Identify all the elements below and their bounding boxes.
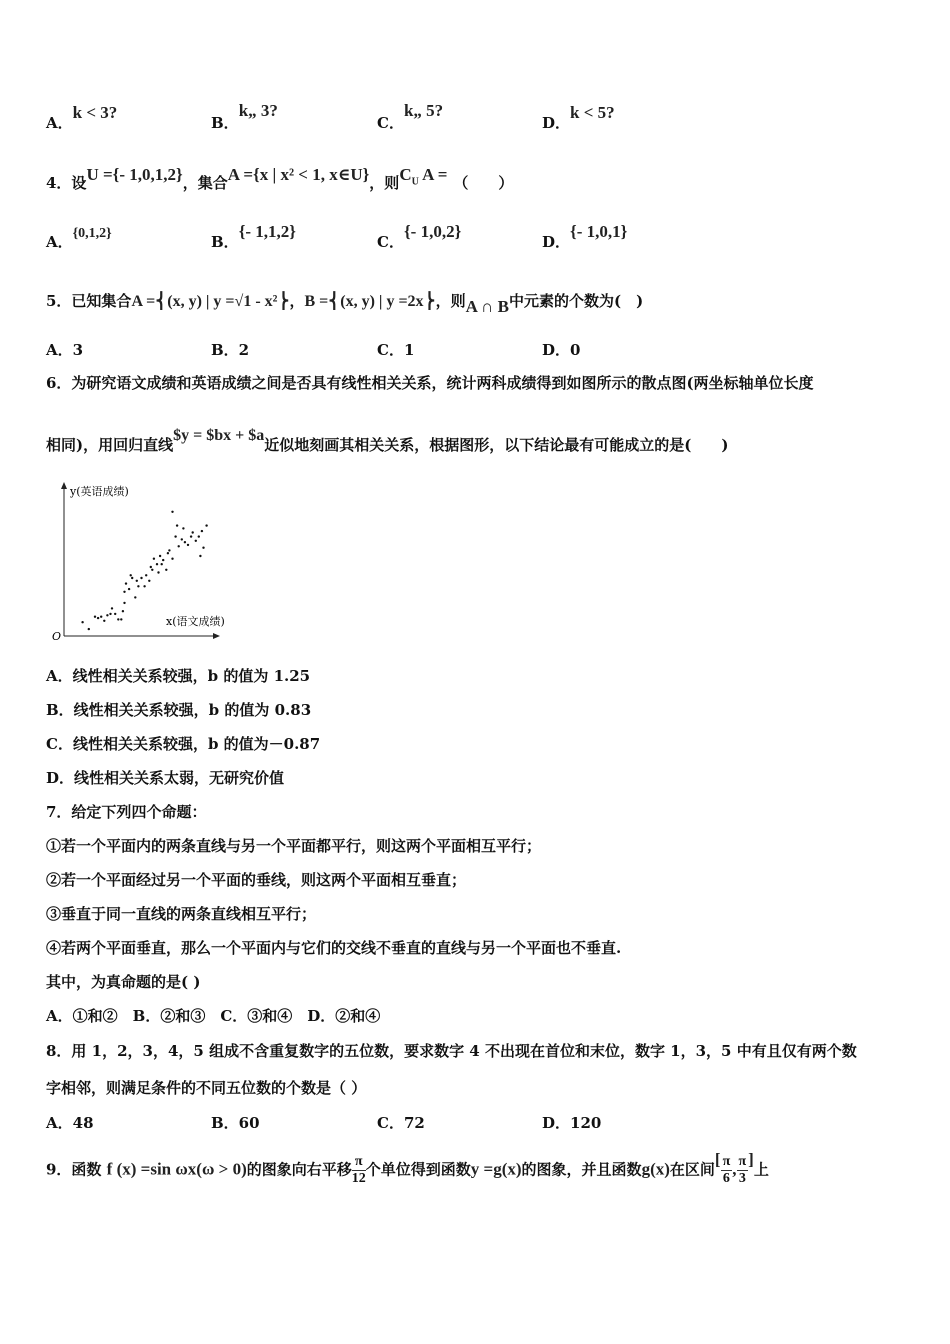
scatter-point	[136, 580, 138, 582]
scatter-point	[182, 527, 184, 529]
y-axis-label: y(英语成绩)	[70, 485, 129, 498]
q4-option-a: A．{0,1,2}	[46, 226, 112, 251]
scatter-point	[171, 511, 173, 513]
scatter-point	[148, 580, 150, 582]
q7-title: 7．给定下列四个命题：	[46, 803, 207, 821]
scatter-point	[111, 607, 113, 609]
scatter-point	[137, 585, 139, 587]
scatter-point	[94, 616, 96, 618]
scatter-point	[156, 563, 158, 565]
scatter-point	[159, 555, 161, 557]
scatter-point	[125, 582, 127, 584]
scatter-point	[106, 614, 108, 616]
scatter-point	[97, 617, 99, 619]
scatter-point	[145, 574, 147, 576]
scatter-point	[171, 558, 173, 560]
scatter-point	[130, 574, 132, 576]
q6-option-a: A．线性相关关系较强，b 的值为 1.25	[46, 667, 311, 685]
scatter-point	[131, 577, 133, 579]
y-axis-arrow	[61, 482, 67, 489]
q8-option-c: C．72	[377, 1114, 425, 1132]
scatter-point	[123, 602, 125, 604]
q7-proposition-4: ④若两个平面垂直，那么一个平面内与它们的交线不垂直的直线与另一个平面也不垂直.	[46, 939, 622, 957]
scatter-point	[157, 571, 159, 573]
q7-proposition-2: ②若一个平面经过另一个平面的垂线，则这两个平面相互垂直；	[46, 871, 467, 889]
q7-ask: 其中，为真命题的是( )	[46, 973, 201, 991]
scatter-point	[153, 558, 155, 560]
q4-option-c: C．{- 1,0,2}	[377, 222, 462, 251]
origin-label: O	[52, 630, 62, 643]
q6-option-c: C．线性相关关系较强，b 的值为－0.87	[46, 735, 321, 753]
scatter-point	[140, 577, 142, 579]
q6-stem-line2: 相同)，用回归直线$y = $bx + $a近似地刻画其相关关系，根据图形，以下结论最有可能成立的是( )	[46, 427, 729, 454]
q3-option-c: C．k„ 5?	[377, 101, 444, 132]
scatter-point	[151, 569, 153, 571]
x-axis-label: x(语文成绩)	[166, 615, 225, 628]
q4-stem: 4．设U ={- 1,0,1,2}，集合A ={x | x² < 1, x∈U}，则$C_U$ A = （ ）	[46, 165, 514, 192]
scatter-point	[161, 563, 163, 565]
q8-option-d: D．120	[542, 1114, 602, 1132]
scatter-point	[81, 621, 83, 623]
q8-stem-line2: 字相邻，则满足条件的不同五位数的个数是（ ）	[46, 1079, 367, 1097]
q5-option-c: C．1	[377, 341, 415, 359]
scatter-point	[174, 535, 176, 537]
q6-option-d: D．线性相关关系太弱，无研究价值	[46, 769, 285, 787]
scatter-point	[143, 585, 145, 587]
scatter-point	[109, 613, 111, 615]
scatter-point	[100, 616, 102, 618]
scatter-point	[88, 628, 90, 630]
scatter-point	[128, 588, 130, 590]
scatter-point	[184, 541, 186, 543]
interval-left-fraction: $\frac{\pi}{6}$	[722, 1154, 731, 1186]
scatter-point	[176, 524, 178, 526]
scatter-point	[162, 559, 164, 561]
scatter-point	[190, 535, 192, 537]
q3-option-a: A．k < 3?	[46, 103, 118, 132]
q3-option-d: D．k < 5?	[542, 103, 615, 132]
scatter-point	[117, 618, 119, 620]
scatter-point	[199, 555, 201, 557]
scatter-point	[192, 531, 194, 533]
scatter-point	[150, 566, 152, 568]
q4-option-d: D．{- 1,0,1}	[542, 222, 628, 251]
q5-option-d: D．0	[542, 341, 581, 359]
scatter-point	[205, 524, 207, 526]
scatter-point	[167, 552, 169, 554]
q8-option-a: A．48	[46, 1114, 94, 1132]
q3-option-b: B．k„ 3?	[211, 101, 278, 132]
q7-proposition-3: ③垂直于同一直线的两条直线相互平行；	[46, 905, 317, 923]
q5-stem: 5．已知集合A =⎨(x, y) | y =√1 - x²⎬，B =⎨(x, y) | y =2x⎬，则A ∩ B中元素的个数为( )	[46, 292, 644, 316]
scatter-point	[202, 547, 204, 549]
scatter-point	[120, 618, 122, 620]
q5-option-a: A．3	[46, 341, 84, 359]
shift-fraction: $\frac{\pi}{12}$	[351, 1154, 366, 1186]
scatter-point	[178, 545, 180, 547]
q4-option-b: B．{- 1,1,2}	[211, 222, 296, 251]
scatter-dots	[81, 511, 207, 631]
q5-option-b: B．2	[211, 341, 250, 359]
scatter-point	[168, 549, 170, 551]
q6-stem-line1: 6．为研究语文成绩和英语成绩之间是否具有线性相关关系，统计两科成绩得到如图所示的散点图(两坐标轴单位长度	[46, 374, 814, 392]
scatter-point	[201, 530, 203, 532]
x-axis-arrow	[213, 633, 220, 639]
scatter-point	[198, 535, 200, 537]
q7-options: A．①和② B．②和③ C．③和④ D．②和④	[46, 1007, 381, 1025]
q7-proposition-1: ①若一个平面内的两条直线与另一个平面都平行，则这两个平面相互平行；	[46, 837, 542, 855]
q9-stem: 9．函数 f (x) =sin ωx(ω > 0)的图象向右平移 $\frac{\pi}{12}$ 个单位得到函数y =g(x)的图象，并且函数g(x)在区间[ $\frac{\pi}{6}$ , $\frac{\pi}{3}$ ]上	[46, 1149, 769, 1186]
scatter-point	[165, 569, 167, 571]
q8-option-b: B．60	[211, 1114, 260, 1132]
q6-option-b: B．线性相关关系较强，b 的值为 0.83	[46, 701, 312, 719]
scatter-point	[114, 613, 116, 615]
scatter-point	[123, 591, 125, 593]
scatter-point	[103, 620, 105, 622]
scatter-point	[122, 610, 124, 612]
scatter-point	[187, 544, 189, 546]
scatter-plot	[44, 478, 244, 644]
q8-stem-line1: 8．用 1，2，3，4，5 组成不含重复数字的五位数，要求数字 4 不出现在首位和末位，数字 1，3，5 中有且仅有两个数	[46, 1042, 857, 1060]
scatter-point	[195, 540, 197, 542]
scatter-point	[181, 538, 183, 540]
scatter-point	[134, 596, 136, 598]
interval-right-fraction: $\frac{\pi}{3}$	[738, 1154, 747, 1186]
